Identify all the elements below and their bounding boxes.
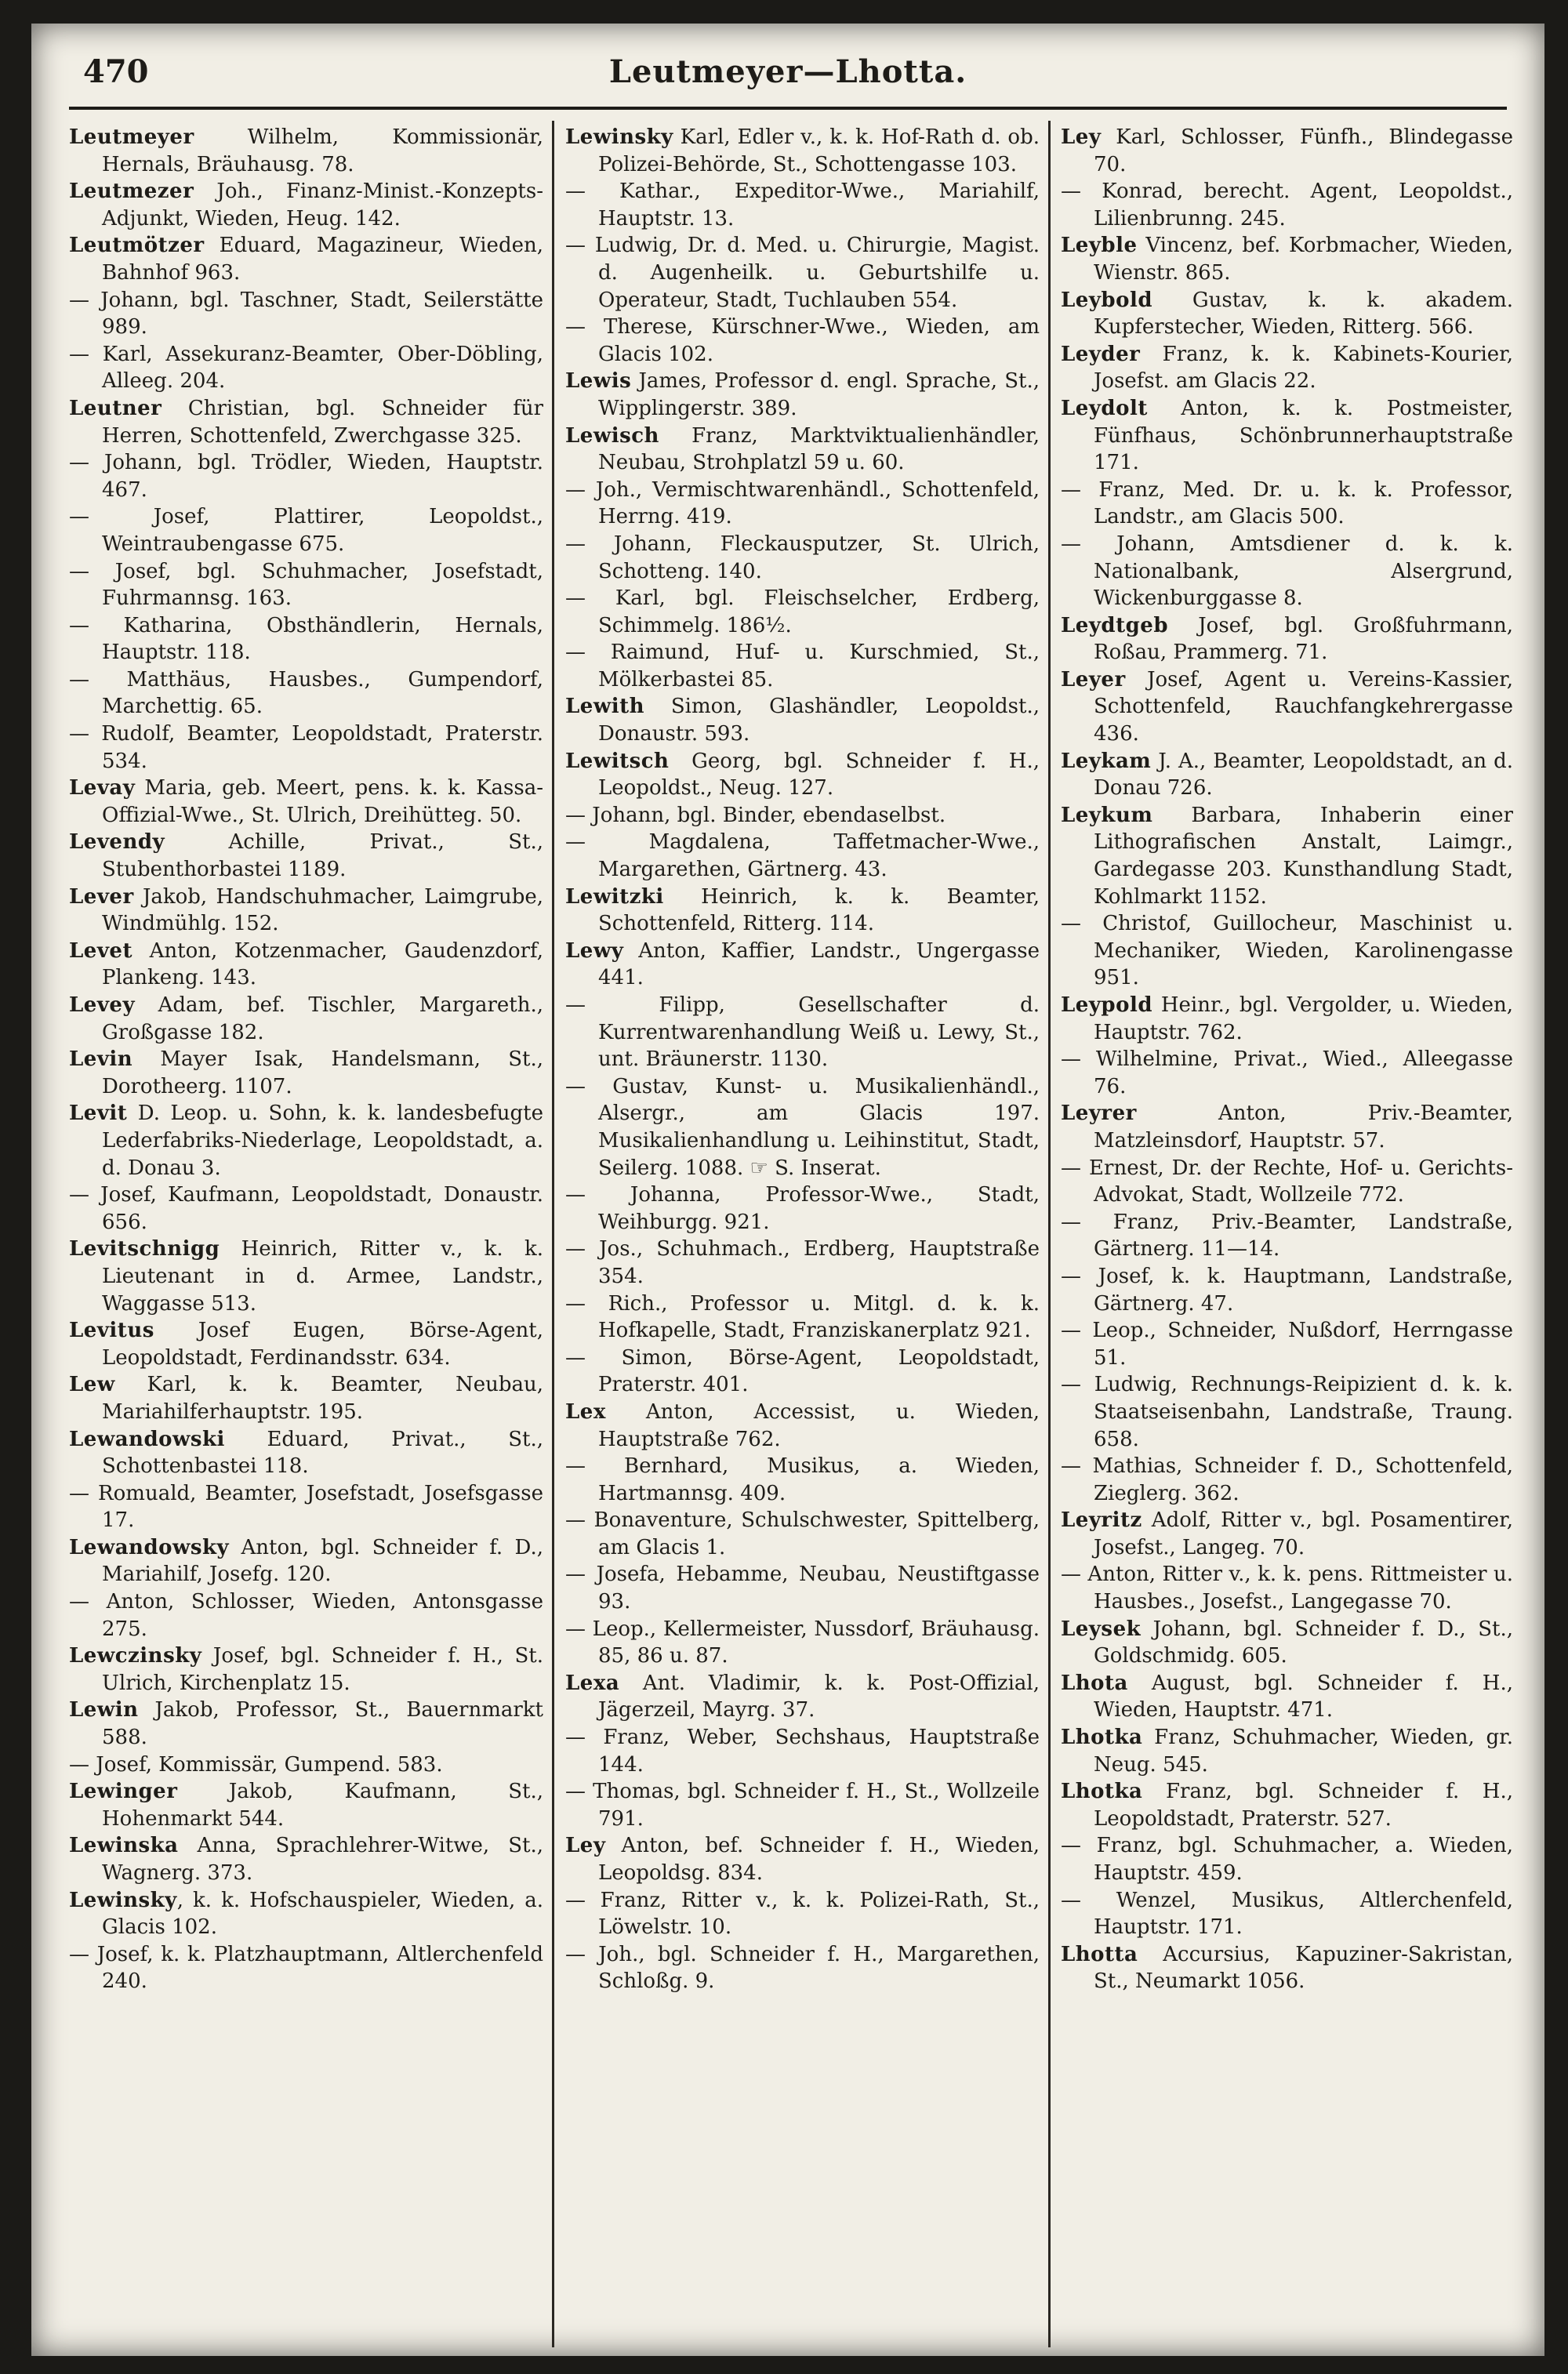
directory-entry — [69, 1588, 543, 1643]
directory-entry — [69, 1046, 543, 1100]
entry-details: — Johanna, Professor-Wwe., Stadt, Weihburgg. 921. — [565, 1183, 1040, 1234]
directory-entry — [69, 775, 543, 829]
entry-details: Anton, bgl. Schneider f. D., Mariahilf, Josefg. 120. — [102, 1535, 543, 1587]
entry-details: — Franz, bgl. Schuhmacher, a. Wieden, Hauptstr. 459. — [1061, 1834, 1513, 1885]
entry-details: — Christof, Guillocheur, Maschinist u. Mechaniker, Wieden, Karolinengasse 951. — [1061, 912, 1513, 990]
entry-details: — Magdalena, Taffetmacher-Wwe., Margarethen, Gärtnerg. 43. — [565, 830, 1040, 882]
directory-entry — [565, 1616, 1040, 1670]
entry-details: Mayer Isak, Handelsmann, St., Dorotheerg. 1107. — [102, 1047, 543, 1098]
directory-entry — [1061, 1724, 1513, 1778]
entry-details: Franz, Schuhmacher, Wieden, gr. Neug. 545. — [1094, 1726, 1513, 1777]
entry-details: Franz, Marktviktualienhändler, Neubau, Strohplatzl 59 u. 60. — [598, 423, 1040, 475]
entry-details: — Jos., Schuhmach., Erdberg, Hauptstraße 354. — [565, 1237, 1040, 1288]
entry-surname: Leydtgeb — [1061, 613, 1169, 637]
directory-entry — [565, 124, 1040, 178]
entry-surname: Lewitzki — [565, 884, 664, 909]
entry-surname: Leyritz — [1061, 1508, 1142, 1533]
directory-entry — [565, 1887, 1040, 1941]
entry-surname: Leyrer — [1061, 1102, 1137, 1126]
directory-entry — [1061, 1561, 1513, 1615]
directory-entry — [69, 124, 543, 178]
entry-details: — Leop., Kellermeister, Nussdorf, Bräuhausg. 85, 86 u. 87. — [565, 1617, 1040, 1668]
entry-details: — Franz, Priv.-Beamter, Landstraße, Gärtnerg. 11—14. — [1061, 1210, 1513, 1261]
entry-surname: Leutmezer — [69, 180, 194, 204]
entry-surname: Lex — [565, 1399, 606, 1424]
page-number: 470 — [83, 53, 149, 90]
entry-surname: Lewinsky — [565, 125, 673, 149]
directory-entry — [1061, 1887, 1513, 1941]
entry-details: — Konrad, berecht. Agent, Leopoldst., Lilienbrunng. 245. — [1061, 180, 1513, 231]
entry-surname: Lewandowski — [69, 1427, 225, 1451]
directory-entry — [1061, 1209, 1513, 1263]
entry-details: Josef Eugen, Börse-Agent, Leopoldstadt, Ferdinandsstr. 634. — [102, 1319, 543, 1370]
entry-surname: Lewith — [565, 695, 644, 719]
directory-entry — [69, 1643, 543, 1697]
directory-entry — [69, 1371, 543, 1425]
entry-details: — Ernest, Dr. der Rechte, Hof- u. Gerichts-Advokat, Stadt, Wollzeile 772. — [1061, 1156, 1513, 1207]
entry-details: — Josef, k. k. Platzhauptmann, Altlerchenfeld 240. — [69, 1942, 543, 1994]
directory-entry — [565, 531, 1040, 585]
entry-details: Josef, bgl. Großfuhrmann, Roßau, Prammerg. 71. — [1094, 613, 1513, 665]
directory-entry — [1061, 124, 1513, 178]
directory-entry — [565, 1561, 1040, 1615]
directory-entry — [1061, 1263, 1513, 1317]
directory-entry — [1061, 992, 1513, 1046]
directory-entry — [565, 748, 1040, 802]
entry-details: Adolf, Ritter v., bgl. Posamentirer, Josefst., Langeg. 70. — [1094, 1508, 1513, 1559]
directory-entry — [565, 1182, 1040, 1236]
directory-entry — [69, 1100, 543, 1182]
directory-entry — [565, 1453, 1040, 1507]
directory-entry — [1061, 802, 1513, 910]
directory-entry — [1061, 1832, 1513, 1886]
entry-details: — Johann, bgl. Binder, ebendaselbst. — [565, 803, 946, 827]
directory-entry — [1061, 1046, 1513, 1100]
entry-surname: Leysek — [1061, 1617, 1142, 1641]
entry-details: — Franz, Med. Dr. u. k. k. Professor, Landstr., am Glacis 500. — [1061, 477, 1513, 529]
directory-entry — [565, 992, 1040, 1073]
entry-details: — Leop., Schneider, Nußdorf, Herrngasse 51. — [1061, 1319, 1513, 1370]
entry-surname: Leyder — [1061, 342, 1141, 366]
directory-entry — [69, 1182, 543, 1236]
directory-entry — [1061, 1453, 1513, 1507]
entry-details: — Gustav, Kunst- u. Musikalienhändl., Alsergr., am Glacis 197. Musikalienhandlung u. Leihinstitut, Stadt, Seilerg. 1088. ☞ S. Inserat. — [565, 1074, 1040, 1180]
directory-entry — [1061, 1778, 1513, 1832]
directory-entry — [69, 1941, 543, 1995]
entry-details: Jakob, Professor, St., Bauernmarkt 588. — [102, 1698, 543, 1750]
entry-details: — Rich., Professor u. Mitgl. d. k. k. Hofkapelle, Stadt, Franziskanerplatz 921. — [565, 1291, 1040, 1343]
directory-entry — [69, 503, 543, 557]
directory-entry — [69, 938, 543, 992]
entry-surname: Lexa — [565, 1671, 620, 1695]
directory-entry — [69, 612, 543, 666]
entry-details: Anton, k. k. Postmeister, Fünfhaus, Schönbrunnerhauptstraße 171. — [1094, 396, 1513, 475]
entry-details: — Thomas, bgl. Schneider f. H., St., Wollzeile 791. — [565, 1780, 1040, 1831]
entry-details: — Karl, Assekuranz-Beamter, Ober-Döbling, Alleeg. 204. — [69, 342, 543, 394]
entry-details: Heinr., bgl. Vergolder, u. Wieden, Hauptstr. 762. — [1094, 993, 1513, 1044]
entry-details: — Johann, Fleckausputzer, St. Ulrich, Schotteng. 140. — [565, 532, 1040, 583]
directory-entry — [565, 1778, 1040, 1832]
entry-surname: Leykum — [1061, 803, 1153, 827]
entry-details: August, bgl. Schneider f. H., Wieden, Hauptstr. 471. — [1094, 1671, 1513, 1722]
entry-details: Vincenz, bef. Korbmacher, Wieden, Wienstr. 865. — [1094, 234, 1513, 285]
directory-entry — [69, 721, 543, 775]
directory-entry — [565, 1073, 1040, 1182]
directory-entry — [69, 666, 543, 721]
entry-surname: Lever — [69, 884, 134, 909]
entry-details: Anton, Kaffier, Landstr., Ungergasse 441. — [598, 938, 1040, 990]
entry-details: — Ludwig, Dr. d. Med. u. Chirurgie, Magist. d. Augenheilk. u. Geburtshilfe u. Operateur, Stadt, Tuchlauben 554. — [565, 234, 1040, 312]
column-divider — [1048, 121, 1051, 2347]
entry-details: — Franz, Ritter v., k. k. Polizei-Rath, St., Löwelstr. 10. — [565, 1888, 1040, 1940]
directory-entry — [69, 829, 543, 883]
entry-surname: Levit — [69, 1102, 128, 1126]
entry-surname: Levin — [69, 1047, 133, 1072]
entry-surname: Ley — [565, 1834, 606, 1858]
entry-details: Josef, bgl. Schneider f. H., St. Ulrich, Kirchenplatz 15. — [102, 1644, 543, 1695]
directory-entry — [565, 884, 1040, 938]
directory-entry — [1061, 1155, 1513, 1209]
entry-details: Jakob, Kaufmann, St., Hohenmarkt 544. — [102, 1780, 543, 1831]
running-title: Leutmeyer—Lhotta. — [608, 53, 967, 90]
entry-details: — Franz, Weber, Sechshaus, Hauptstraße 144. — [565, 1726, 1040, 1777]
entry-surname: Levendy — [69, 830, 165, 855]
entry-details: Christian, bgl. Schneider für Herren, Schottenfeld, Zwerchgasse 325. — [102, 396, 543, 448]
column-3 — [1061, 124, 1513, 2343]
directory-entry — [1061, 1371, 1513, 1453]
directory-entry — [69, 341, 543, 395]
entry-surname: Leutmötzer — [69, 234, 205, 258]
directory-entry — [565, 178, 1040, 232]
directory-entry — [69, 1887, 543, 1941]
entry-surname: Ley — [1061, 125, 1102, 149]
entry-details: — Johann, bgl. Taschner, Stadt, Seilerstätte 989. — [69, 288, 543, 339]
directory-entry — [565, 802, 1040, 829]
entry-details: Karl, Schlosser, Fünfh., Blindegasse 70. — [1094, 125, 1513, 176]
entry-surname: Lewinska — [69, 1834, 179, 1858]
entry-details: Anton, Kotzenmacher, Gaudenzdorf, Plankeng. 143. — [102, 938, 543, 990]
directory-entry — [1061, 612, 1513, 666]
entry-details: — Anton, Ritter v., k. k. pens. Rittmeister u. Hausbes., Josefst., Langegasse 70. — [1061, 1563, 1513, 1614]
entry-details: Eduard, Magazineur, Wieden, Bahnhof 963. — [102, 234, 543, 285]
directory-entry — [565, 1670, 1040, 1724]
entry-surname: Lewy — [565, 938, 624, 963]
entry-details: — Katharina, Obsthändlerin, Hernals, Hauptstr. 118. — [69, 613, 543, 665]
entry-details: — Filipp, Gesellschafter d. Kurrentwarenhandlung Weiß u. Lewy, St., unt. Bräunerstr. 1130. — [565, 993, 1040, 1072]
directory-entry — [69, 1832, 543, 1886]
directory-page — [31, 24, 1544, 2356]
entry-details: Simon, Glashändler, Leopoldst., Donaustr. 593. — [598, 695, 1040, 746]
entry-details: — Johann, bgl. Trödler, Wieden, Hauptstr. 467. — [69, 451, 543, 502]
entry-surname: Levitus — [69, 1319, 154, 1343]
entry-details: — Simon, Börse-Agent, Leopoldstadt, Praterstr. 401. — [565, 1345, 1040, 1397]
entry-details: Josef, Agent u. Vereins-Kassier, Schottenfeld, Rauchfangkehrergasse 436. — [1094, 667, 1513, 746]
entry-surname: Lewitsch — [565, 749, 670, 773]
entry-details: Adam, bef. Tischler, Margareth., Großgasse 182. — [102, 993, 543, 1044]
entry-details: — Josef, Plattirer, Leopoldst., Weintraubengasse 675. — [69, 505, 543, 556]
entry-details: — Mathias, Schneider f. D., Schottenfeld, Zieglerg. 362. — [1061, 1454, 1513, 1505]
entry-details: — Josef, Kommissär, Gumpend. 583. — [69, 1752, 443, 1777]
entry-details: — Josefa, Hebamme, Neubau, Neustiftgasse 93. — [565, 1563, 1040, 1614]
directory-entry — [69, 1751, 543, 1779]
directory-entry — [1061, 1941, 1513, 1995]
entry-surname: Levitschnigg — [69, 1237, 220, 1261]
entry-details: Heinrich, Ritter v., k. k. Lieutenant in d. Armee, Landstr., Waggasse 513. — [102, 1237, 543, 1316]
directory-entry — [69, 178, 543, 232]
directory-entry — [1061, 666, 1513, 748]
entry-details: — Ludwig, Rechnungs-Reipizient d. k. k. Staatseisenbahn, Landstraße, Traung. 658. — [1061, 1373, 1513, 1451]
directory-entry — [565, 693, 1040, 747]
entry-details: — Josef, k. k. Hauptmann, Landstraße, Gärtnerg. 47. — [1061, 1264, 1513, 1316]
entry-details: — Karl, bgl. Fleischselcher, Erdberg, Schimmelg. 186½. — [565, 586, 1040, 637]
entry-surname: Lhota — [1061, 1671, 1128, 1695]
directory-entry — [1061, 232, 1513, 286]
directory-entry — [565, 938, 1040, 992]
entry-surname: Lewandowsky — [69, 1535, 230, 1559]
entry-surname: Lhotta — [1061, 1942, 1138, 1966]
entry-details: Gustav, k. k. akadem. Kupferstecher, Wieden, Ritterg. 566. — [1094, 288, 1513, 339]
directory-entry — [69, 558, 543, 612]
directory-entry — [69, 1236, 543, 1317]
entry-details: James, Professor d. engl. Sprache, St., Wipplingerstr. 389. — [598, 369, 1040, 420]
directory-entry — [1061, 178, 1513, 232]
directory-entry — [69, 1778, 543, 1832]
entry-details: — Bonaventure, Schulschwester, Spittelberg, am Glacis 1. — [565, 1508, 1040, 1559]
column-divider — [552, 121, 554, 2347]
directory-entry — [69, 287, 543, 341]
entry-details: — Bernhard, Musikus, a. Wieden, Hartmannsg. 409. — [565, 1454, 1040, 1505]
entry-surname: Lhotka — [1061, 1726, 1143, 1750]
entry-surname: Lewczinsky — [69, 1644, 202, 1668]
directory-entry — [565, 829, 1040, 883]
directory-entry — [565, 1724, 1040, 1778]
directory-entry — [565, 1832, 1040, 1886]
entry-surname: Levet — [69, 938, 132, 963]
directory-entry — [1061, 477, 1513, 531]
directory-entry — [565, 639, 1040, 693]
entry-details: — Josef, bgl. Schuhmacher, Josefstadt, Fuhrmannsg. 163. — [69, 559, 543, 611]
directory-entry — [565, 585, 1040, 639]
entry-details: — Joh., Vermischtwarenhändl., Schottenfeld, Herrng. 419. — [565, 477, 1040, 529]
entry-details: Franz, k. k. Kabinets-Kourier, Josefst. am Glacis 22. — [1094, 342, 1513, 394]
directory-entry — [565, 1290, 1040, 1345]
directory-entry — [1061, 287, 1513, 341]
directory-entry — [1061, 910, 1513, 992]
directory-entry — [565, 314, 1040, 368]
directory-entry — [1061, 1100, 1513, 1154]
entry-surname: Lhotka — [1061, 1780, 1143, 1804]
directory-entry — [69, 1426, 543, 1480]
entry-surname: Leutner — [69, 396, 162, 420]
directory-entry — [565, 368, 1040, 422]
directory-entry — [1061, 341, 1513, 395]
page-header — [69, 50, 1507, 97]
entry-details: — Kathar., Expeditor-Wwe., Mariahilf, Hauptstr. 13. — [565, 180, 1040, 231]
column-2 — [565, 124, 1040, 2343]
directory-entry — [69, 992, 543, 1046]
entry-details: Karl, k. k. Beamter, Neubau, Mariahilferhauptstr. 195. — [102, 1373, 543, 1424]
directory-entry — [69, 1697, 543, 1751]
entry-details: — Matthäus, Hausbes., Gumpendorf, Marchettig. 65. — [69, 667, 543, 719]
entry-surname: Lewisch — [565, 423, 659, 448]
column-1 — [69, 124, 543, 2343]
entry-details: Anton, bef. Schneider f. H., Wieden, Leopoldsg. 834. — [598, 1834, 1040, 1885]
directory-entry — [69, 1317, 543, 1371]
directory-entry — [69, 449, 543, 503]
directory-entry — [69, 1480, 543, 1534]
directory-entry — [69, 884, 543, 938]
entry-details: — Rudolf, Beamter, Leopoldstadt, Praterstr. 534. — [69, 722, 543, 773]
entry-details: Achille, Privat., St., Stubenthorbastei 1189. — [102, 830, 543, 882]
entry-details: — Therese, Kürschner-Wwe., Wieden, am Glacis 102. — [565, 315, 1040, 366]
entry-details: D. Leop. u. Sohn, k. k. landesbefugte Lederfabriks-Niederlage, Leopoldstadt, a. d. Donau 3. — [102, 1102, 543, 1180]
entry-details: — Wilhelmine, Privat., Wied., Alleegasse 76. — [1061, 1047, 1513, 1098]
entry-details: Heinrich, k. k. Beamter, Schottenfeld, Ritterg. 114. — [598, 884, 1040, 936]
entry-surname: Leyble — [1061, 234, 1138, 258]
entry-surname: Leutmeyer — [69, 125, 194, 149]
directory-entry — [1061, 395, 1513, 477]
directory-entry — [1061, 531, 1513, 612]
entry-surname: Levey — [69, 993, 136, 1017]
entry-surname: Lewin — [69, 1698, 139, 1722]
directory-entry — [69, 395, 543, 449]
entry-details: Eduard, Privat., St., Schottenbastei 118. — [102, 1427, 543, 1479]
directory-entry — [565, 1345, 1040, 1399]
directory-entry — [565, 423, 1040, 477]
directory-entry — [565, 477, 1040, 531]
directory-entry — [1061, 1670, 1513, 1724]
entry-details: Maria, geb. Meert, pens. k. k. Kassa-Offizial-Wwe., St. Ulrich, Dreihütteg. 50. — [102, 776, 543, 827]
entry-details: Anton, Priv.-Beamter, Matzleinsdorf, Hauptstr. 57. — [1094, 1102, 1513, 1153]
directory-entry — [565, 1941, 1040, 1995]
entry-surname: Levay — [69, 776, 136, 800]
entry-surname: Lew — [69, 1373, 115, 1397]
entry-details: — Anton, Schlosser, Wieden, Antonsgasse 275. — [69, 1590, 543, 1641]
directory-entry — [565, 1507, 1040, 1561]
entry-details: Johann, bgl. Schneider f. D., St., Goldschmidg. 605. — [1094, 1617, 1513, 1668]
entry-details: Georg, bgl. Schneider f. H., Leopoldst., Neug. 127. — [598, 749, 1040, 800]
entry-details: Jakob, Handschuhmacher, Laimgrube, Windmühlg. 152. — [102, 884, 543, 936]
header-rule — [69, 107, 1507, 110]
entry-details: , k. k. Hofschauspieler, Wieden, a. Glacis 102. — [102, 1888, 543, 1940]
entry-details: — Raimund, Huf- u. Kurschmied, St., Mölkerbastei 85. — [565, 641, 1040, 692]
entry-surname: Leyer — [1061, 667, 1126, 692]
directory-entry — [1061, 748, 1513, 802]
entry-details: Wilhelm, Kommissionär, Hernals, Bräuhausg. 78. — [102, 125, 543, 176]
directory-entry — [1061, 1616, 1513, 1670]
entry-surname: Lewinsky — [69, 1888, 177, 1912]
entry-surname: Lewinger — [69, 1780, 178, 1804]
entry-details: — Johann, Amtsdiener d. k. k. Nationalbank, Alsergrund, Wickenburggasse 8. — [1061, 532, 1513, 611]
entry-details: — Wenzel, Musikus, Altlerchenfeld, Hauptstr. 171. — [1061, 1888, 1513, 1940]
directory-entry — [1061, 1317, 1513, 1371]
directory-entry — [69, 1534, 543, 1588]
entry-surname: Leydolt — [1061, 396, 1148, 420]
entry-details: — Josef, Kaufmann, Leopoldstadt, Donaustr. 656. — [69, 1183, 543, 1234]
entry-details: Franz, bgl. Schneider f. H., Leopoldstadt, Praterstr. 527. — [1094, 1780, 1513, 1831]
directory-entry — [565, 232, 1040, 314]
entry-details: Barbara, Inhaberin einer Lithografischen Anstalt, Laimgr., Gardegasse 203. Kunsthandlung Stadt, Kohlmarkt 1152. — [1094, 803, 1513, 909]
entry-details: Joh., Finanz-Minist.-Konzepts-Adjunkt, Wieden, Heug. 142. — [102, 180, 543, 231]
entry-surname: Leykam — [1061, 749, 1152, 773]
directory-entry — [69, 232, 543, 286]
entry-surname: Leybold — [1061, 288, 1153, 312]
entry-details: Anton, Accessist, u. Wieden, Hauptstraße 762. — [598, 1399, 1040, 1451]
entry-details: — Joh., bgl. Schneider f. H., Margarethen, Schloßg. 9. — [565, 1942, 1040, 1994]
directory-entry — [1061, 1507, 1513, 1561]
entry-details: Anna, Sprachlehrer-Witwe, St., Wagnerg. 373. — [102, 1834, 543, 1885]
entry-details: Ant. Vladimir, k. k. Post-Offizial, Jägerzeil, Mayrg. 37. — [598, 1671, 1040, 1722]
entry-details: — Romuald, Beamter, Josefstadt, Josefsgasse 17. — [69, 1481, 543, 1533]
entry-surname: Leypold — [1061, 993, 1153, 1017]
directory-entry — [565, 1236, 1040, 1290]
directory-entry — [565, 1399, 1040, 1453]
entry-details: Karl, Edler v., k. k. Hof-Rath d. ob. Polizei-Behörde, St., Schottengasse 103. — [598, 125, 1040, 176]
entry-details: Accursius, Kapuziner-Sakristan, St., Neumarkt 1056. — [1094, 1942, 1513, 1994]
entry-surname: Lewis — [565, 369, 632, 394]
entry-details: J. A., Beamter, Leopoldstadt, an d. Donau 726. — [1094, 749, 1513, 800]
